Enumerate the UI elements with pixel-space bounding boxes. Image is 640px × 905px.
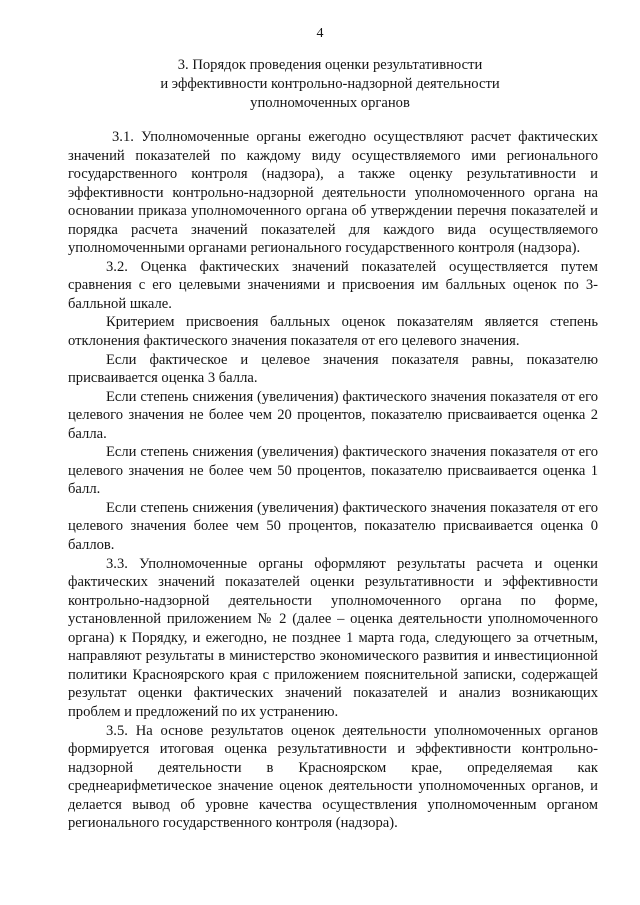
paragraph-score-2: Если степень снижения (увеличения) фактического значения показателя от его целевого значения не более чем 20 процентов, показателю присваивается оценка 2 балла. [68, 388, 598, 442]
page-number: 4 [316, 26, 324, 41]
paragraph-criterion: Критерием присвоения балльных оценок показателям является степень отклонения фактического значения показателя от его целевого значения. [68, 314, 598, 350]
section-heading [60, 56, 600, 113]
section-heading-line-1: 3. Порядок проведения оценки результативности [177, 57, 483, 73]
paragraph-3-2: 3.2. Оценка фактических значений показателей осуществляется путем сравнения с его целевыми значениями и присвоения им балльных оценок по 3-балльной шкале. [68, 258, 598, 312]
paragraph-3-3: 3.3. Уполномоченные органы оформляют результаты расчета и оценки фактических значений показателей оценки результативности и эффективности контрольно-надзорной деятельности уполномоченного органа по форме, установленной приложением № 2 (далее – оценка деятельности уполномоченного органа) к Порядку, и ежегодно, не позднее 1 марта года, следующего за отчетным, направляют результаты в министерство экономического развития и инвестиционной политики Красноярского края с приложением пояснительной записки, содержащей результат оценки фактических значений показателей и анализ возникающих проблем и предложений по их устранению. [68, 555, 598, 720]
section-heading-line-2: и эффективности контрольно-надзорной деятельности [160, 76, 500, 92]
section-heading-line-3: уполномоченных органов [250, 95, 410, 111]
document-body [68, 128, 598, 833]
paragraph-score-3: Если фактическое и целевое значения показателя равны, показателю присваивается оценка 3 балла. [68, 351, 598, 387]
paragraph-score-0: Если степень снижения (увеличения) фактического значения показателя от его целевого значения более чем 50 процентов, показателю присваивается оценка 0 баллов. [68, 499, 598, 554]
paragraph-3-5: 3.5. На основе результатов оценок деятельности уполномоченных органов формируется итоговая оценка результативности и эффективности контрольно-надзорной деятельности в Красноярском крае, определяемая как среднеарифметическое значение оценок деятельности уполномоченных органов, и делается вывод об уровне качества осуществления уполномоченным органом регионального государственного контроля (надзора). [68, 722, 598, 832]
paragraph-score-1: Если степень снижения (увеличения) фактического значения показателя от его целевого значения не более чем 50 процентов, показателю присваивается оценка 1 балл. [68, 444, 598, 498]
paragraph-3-1: 3.1. Уполномоченные органы ежегодно осуществляют расчет фактических значений показателей по каждому виду осуществляемого ими регионального государственного контроля (надзора), а также оценку результативности и эффективности контрольно-надзорной деятельности уполномоченного органа на основании приказа уполномоченного органа об утверждении перечня показателей и порядка расчета значений показателей для каждого вида осуществляемого уполномоченными органами регионального государственного контроля (надзора). [68, 129, 598, 257]
